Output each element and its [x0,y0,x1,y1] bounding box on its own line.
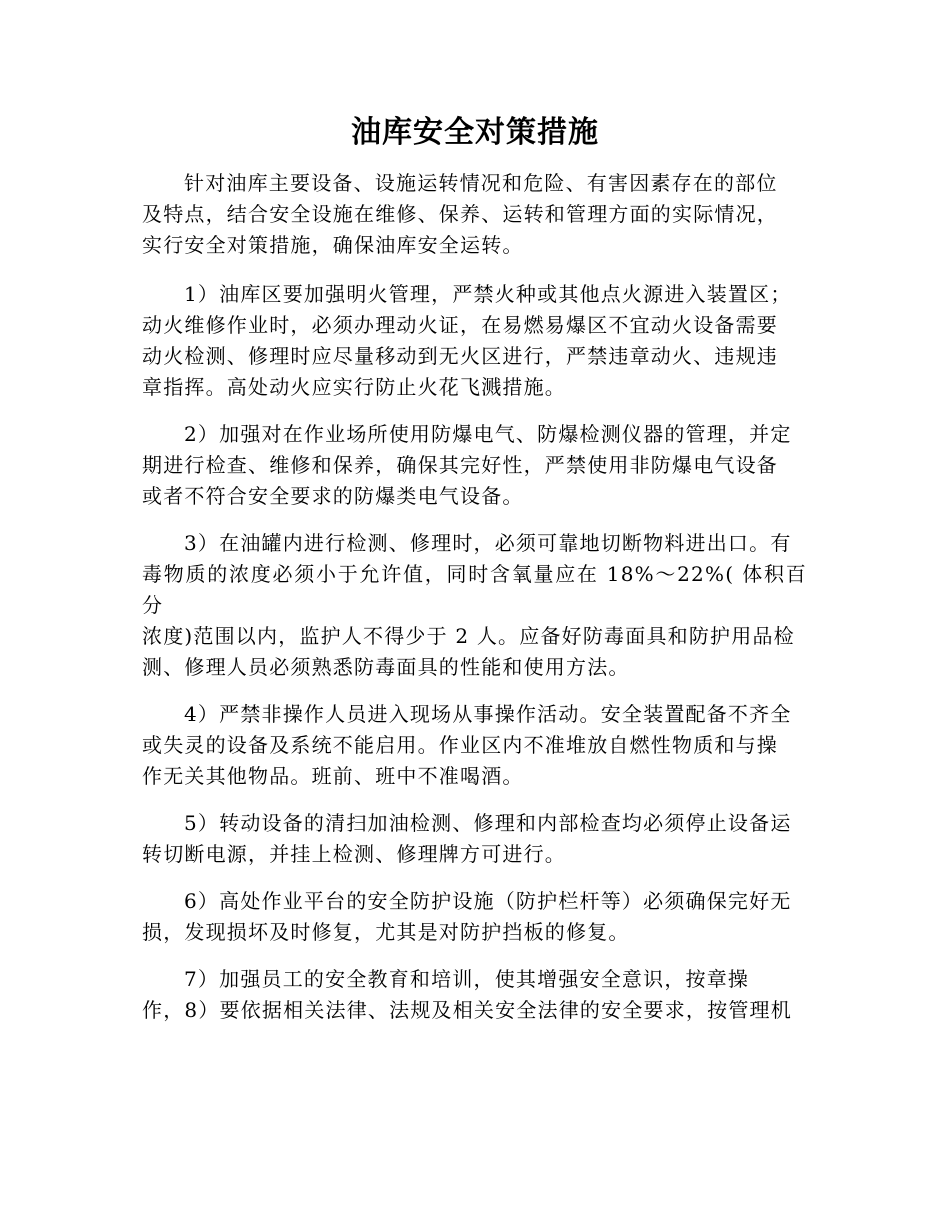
paragraph-line: 期进行检查、维修和保养，确保其完好性，严禁使用非防爆电气设备 [142,453,778,477]
paragraph-line: 动火检测、修理时应尽量移动到无火区进行，严禁违章动火、违规违 [142,344,778,368]
paragraph-line: 或失灵的设备及系统不能启用。作业区内不准堆放自燃性物质和与操 [142,733,778,757]
paragraph-line: 4）严禁非操作人员进入现场从事操作活动。安全装置配备不齐全 [184,702,792,726]
paragraph-item-1 [142,279,807,403]
document-body [142,168,807,1042]
paragraph-line: 浓度)范围以内，监护人不得少于 2 人。应备好防毒面具和防护用品检 [142,624,795,648]
paragraph-item-5 [142,808,807,870]
paragraph-line: 2）加强对在作业场所使用防爆电气、防爆检测仪器的管理，并定 [184,422,792,446]
paragraph-line: 3）在油罐内进行检测、修理时，必须可靠地切断物料进出口。有 [184,531,792,555]
paragraph-item-7 [142,964,807,1026]
paragraph-item-4 [142,699,807,792]
paragraph-line: 作，8）要依据相关法律、法规及相关安全法律的安全要求，按管理机 [142,998,792,1022]
paragraph-line: 及特点，结合安全设施在维修、保养、运转和管理方面的实际情况， [142,202,778,226]
document-title: 油库安全对策措施 [351,115,599,150]
paragraph-line: 损，发现损坏及时修复，尤其是对防护挡板的修复。 [142,920,630,944]
paragraph-line: 或者不符合安全要求的防爆类电气设备。 [142,484,524,508]
paragraph-item-2 [142,419,807,512]
paragraph-intro [142,168,807,261]
paragraph-line: 作无关其他物品。班前、班中不准喝酒。 [142,764,524,788]
paragraph-line: 动火维修作业时，必须办理动火证，在易燃易爆区不宜动火设备需要 [142,313,778,337]
paragraph-line: 针对油库主要设备、设施运转情况和危险、有害因素存在的部位 [184,171,778,195]
paragraph-line: 7）加强员工的安全教育和培训，使其增强安全意识，按章操 [184,967,750,991]
paragraph-line: 测、修理人员必须熟悉防毒面具的性能和使用方法。 [142,655,630,679]
paragraph-item-6 [142,886,807,948]
paragraph-line: 实行安全对策措施，确保油库安全运转。 [142,233,524,257]
paragraph-line: 章指挥。高处动火应实行防止火花飞溅措施。 [142,375,566,399]
paragraph-line: 转切断电源，并挂上检测、修理牌方可进行。 [142,842,566,866]
paragraph-line: 毒物质的浓度必须小于允许值，同时含氧量应在 18%～22%( 体积百分 [142,562,807,617]
paragraph-line: 1）油库区要加强明火管理，严禁火种或其他点火源进入装置区； [184,282,792,306]
paragraph-item-3 [142,528,807,683]
paragraph-line: 6）高处作业平台的安全防护设施（防护栏杆等）必须确保完好无 [184,889,792,913]
paragraph-line: 5）转动设备的清扫加油检测、修理和内部检查均必须停止设备运 [184,811,792,835]
